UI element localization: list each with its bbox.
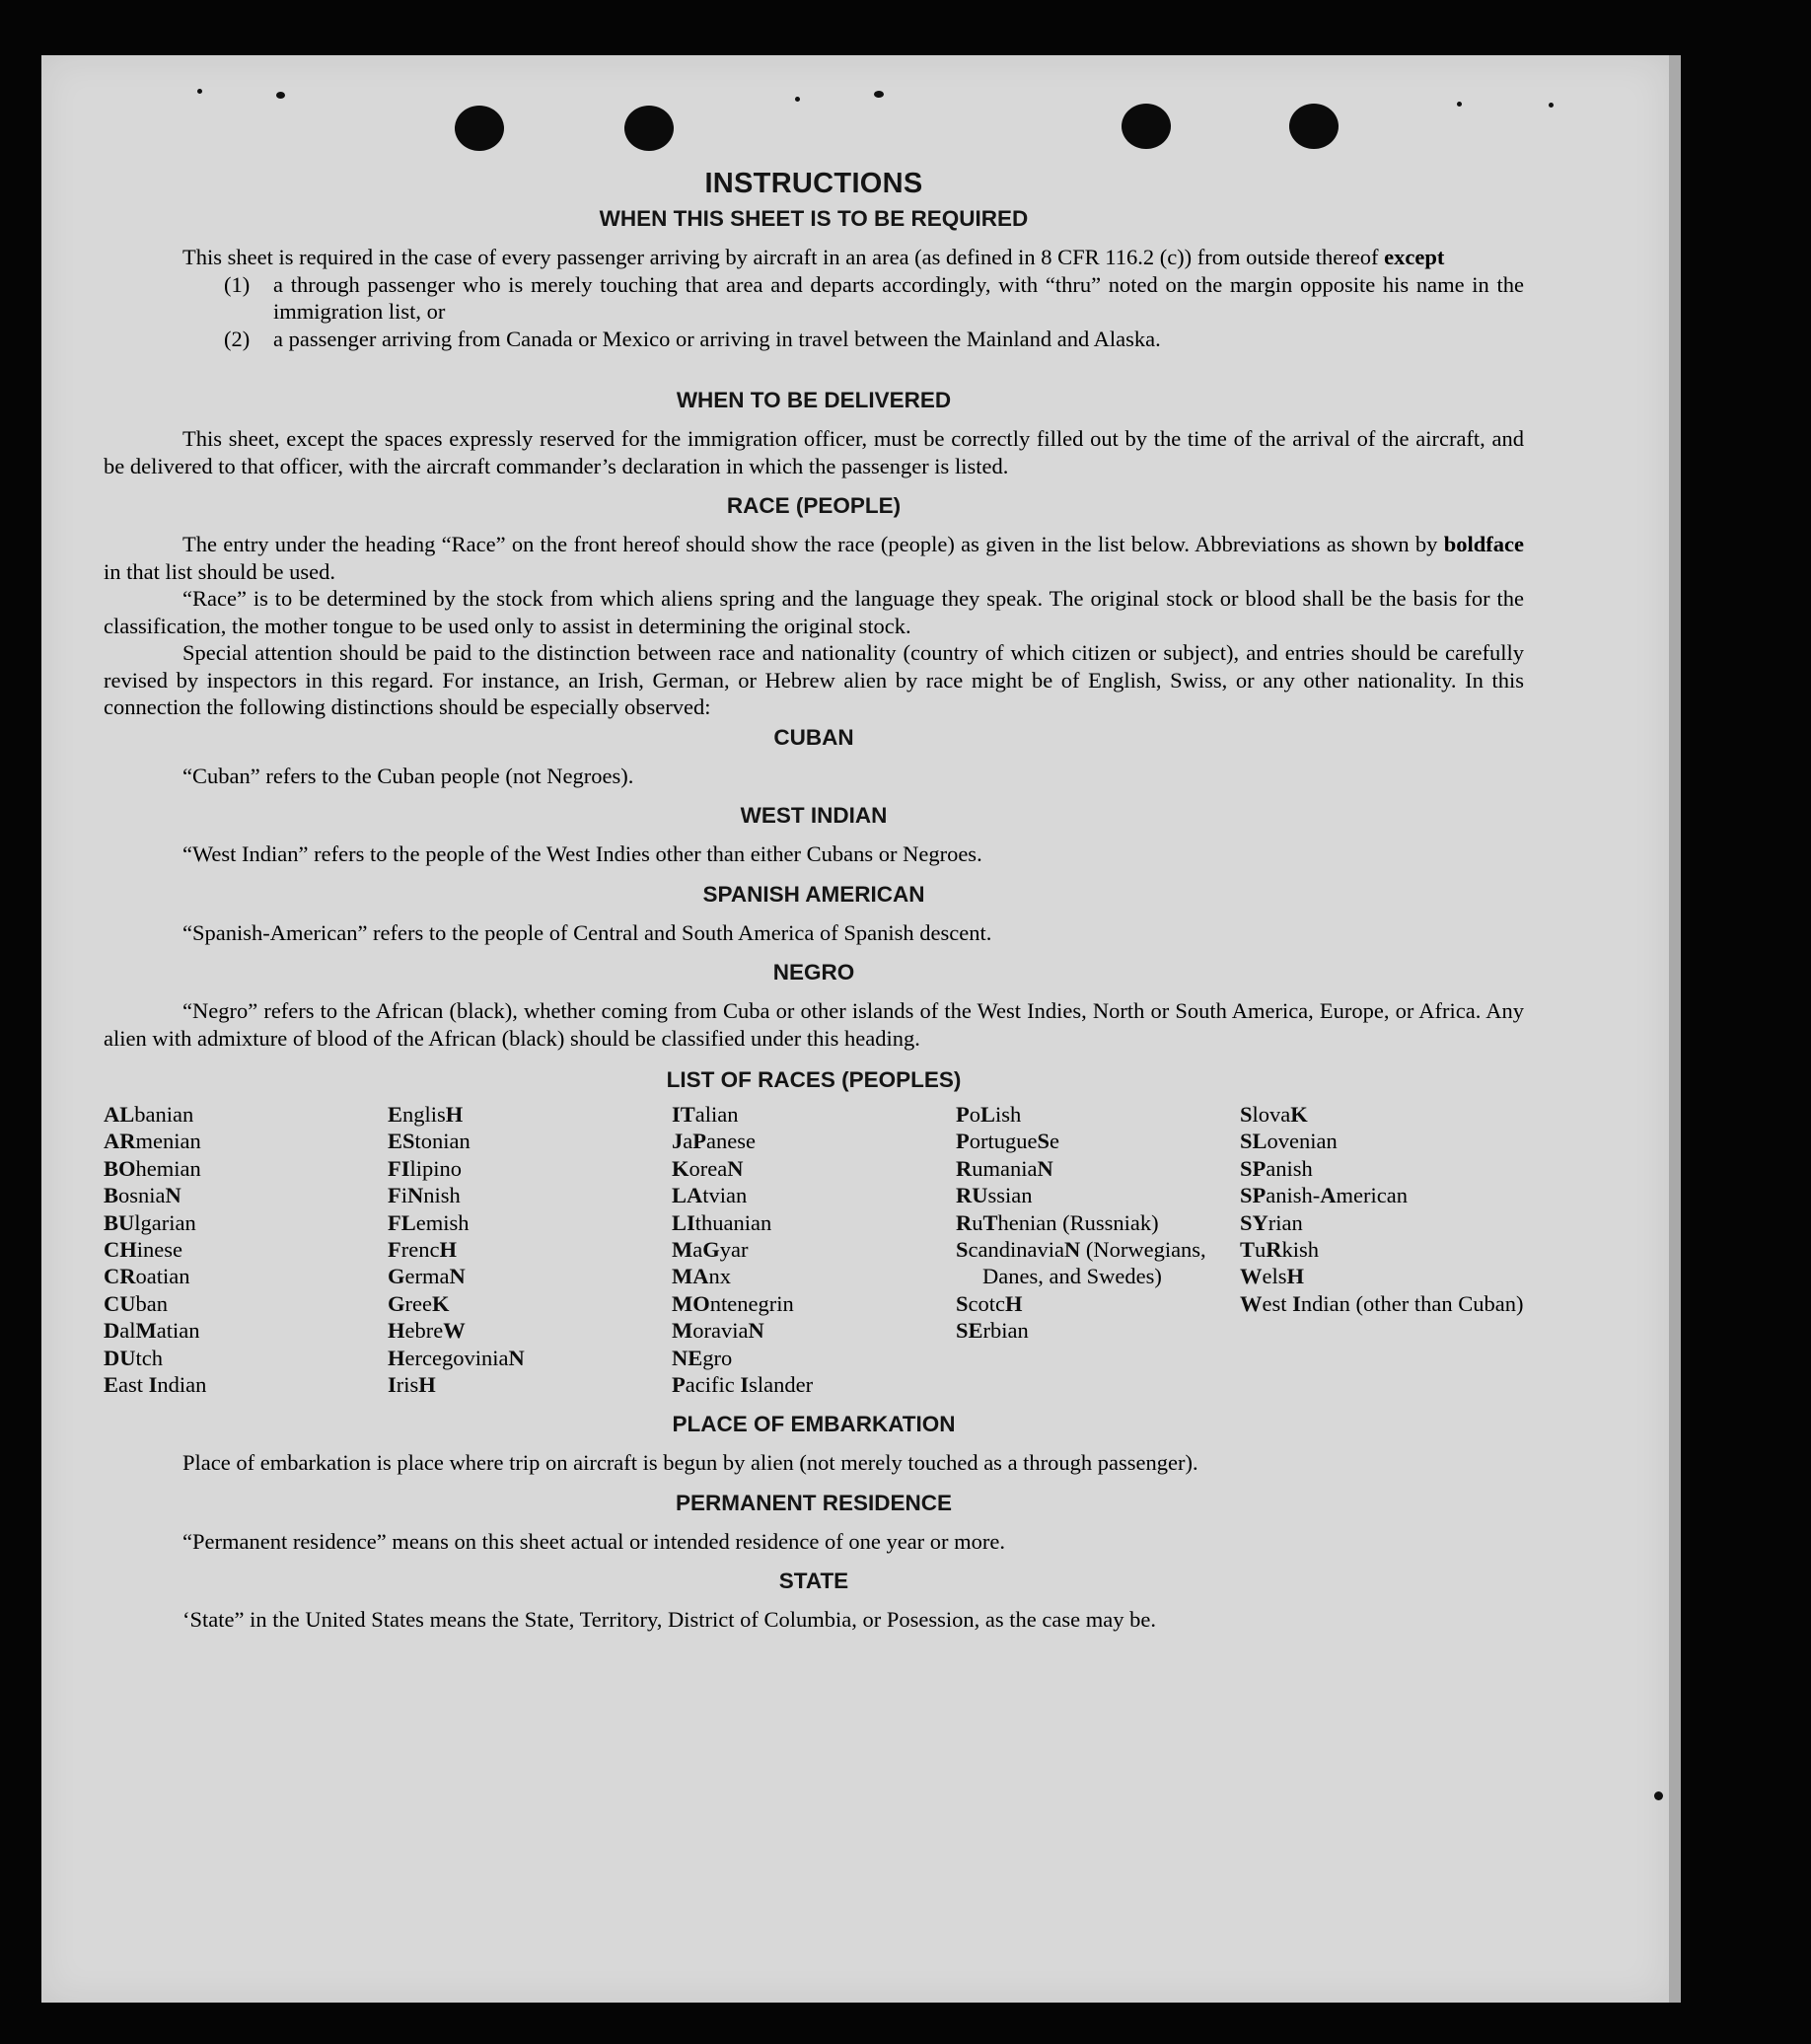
race-entry: BosniaN [104, 1183, 181, 1208]
race-entry: WelsH [1240, 1264, 1305, 1289]
when-delivered-text: This sheet, except the spaces expressly reserved for the immigration officer, must be correctly filled out by the time of the arrival of the aircraft, and be delivered to that officer, with the aircraft commander’s declaration in which the passenger is listed. [104, 426, 1524, 478]
item-text: a passenger arriving from Canada or Mexico or arriving in travel between the Mainland and Alaska. [273, 326, 1161, 351]
race-entry: SPanish [1240, 1155, 1313, 1181]
races-column [1240, 1101, 1524, 1398]
race-entry: West Indian (other than Cuban) [1240, 1290, 1524, 1316]
embarkation-text: Place of embarkation is place where trip on aircraft is begun by alien (not merely touched as a through passenger). [182, 1450, 1198, 1476]
race-entry: PortugueSe [956, 1129, 1059, 1154]
speck [1654, 1791, 1663, 1800]
heading-race: RACE (PEOPLE) [726, 493, 902, 518]
speck [795, 97, 800, 102]
race-entry: GermaN [388, 1264, 466, 1289]
exception-list [224, 271, 1524, 353]
west-indian-text: “West Indian” refers to the people of the West Indies other than either Cubans or Negroes. [182, 841, 982, 866]
race-entry: CHinese [104, 1237, 182, 1263]
race-entry: SPanish-American [1240, 1183, 1408, 1208]
race-entry: EnglisH [388, 1102, 464, 1127]
race-entry: Pacific Islander [672, 1372, 814, 1398]
races-table [104, 1101, 1524, 1398]
races-column [672, 1101, 956, 1398]
race-entry: EStonian [388, 1129, 471, 1154]
race-entry: HebreW [388, 1318, 466, 1344]
race-entry: East Indian [104, 1372, 207, 1398]
heading-cuban: CUBAN [773, 724, 854, 750]
race-entry: GreeK [388, 1290, 450, 1316]
race-entry: RUssian [956, 1183, 1033, 1208]
race-entry: SErbian [956, 1318, 1029, 1344]
race-entry: MAnx [672, 1264, 731, 1289]
race-paragraph-3: Special attention should be paid to the distinction between race and nationality (country of which citizen or subject), and entries should be carefully revised by inspectors in this regard. For instance, an Irish, German, or Hebrew alien by race might be of English, Swiss, or any other nationality. In this connection the following distinctions should be especially observed: [104, 640, 1524, 719]
race-entry: MoraviaN [672, 1318, 764, 1344]
list-item [224, 326, 1524, 353]
race-entry: BUlgarian [104, 1209, 196, 1235]
item-text: a through passenger who is merely touching that area and departs accordingly, with “thru” noted on the margin opposite his name in the immigration list, or [273, 271, 1524, 324]
race-entry: LIthuanian [672, 1209, 772, 1235]
heading-when-delivered: WHEN TO BE DELIVERED [676, 388, 952, 412]
heading-state: STATE [778, 1569, 849, 1594]
race-entry: SlovaK [1240, 1102, 1308, 1127]
spanish-american-text: “Spanish-American” refers to the people of Central and South America of Spanish descent. [182, 919, 992, 945]
sheet-edge [1669, 55, 1681, 2003]
race-paragraph-2: “Race” is to be determined by the stock from which aliens spring and the language they speak. The original stock or blood shall be the basis for the classification, the mother tongue to be used only to assist in determining the original stock. [104, 586, 1524, 638]
race-entry: ALbanian [104, 1102, 194, 1127]
speck [276, 92, 285, 99]
heading-list-of-races: LIST OF RACES (PEOPLES) [666, 1067, 962, 1092]
race-entry: IrisH [388, 1372, 436, 1398]
race-entry: NEgro [672, 1345, 733, 1370]
race-entry: SYrian [1240, 1209, 1303, 1235]
heading-west-indian: WEST INDIAN [740, 803, 888, 828]
race-entry: BOhemian [104, 1155, 201, 1181]
races-column [388, 1101, 672, 1398]
residence-text: “Permanent residence” means on this sheet actual or intended residence of one year or more. [182, 1528, 1006, 1554]
race-entry: ScotcH [956, 1290, 1023, 1316]
state-text: ‘State” in the United States means the State, Territory, District of Columbia, or Posession, as the case may be. [182, 1607, 1156, 1633]
list-item [224, 271, 1524, 326]
race-entry: KoreaN [672, 1155, 744, 1181]
race-entry: TuRkish [1240, 1237, 1320, 1263]
page-title: INSTRUCTIONS [704, 168, 923, 199]
race-entry: SLovenian [1240, 1129, 1338, 1154]
race-entry: PoLish [956, 1102, 1022, 1127]
races-column [104, 1101, 388, 1398]
negro-text: “Negro” refers to the African (black), whether coming from Cuba or other islands of the West Indies, North or South America, Europe, or Africa. Any alien with admixture of blood of the African (black) should be classified under this heading. [104, 998, 1524, 1051]
race-entry: FiNnish [388, 1183, 461, 1208]
when-required-text: This sheet is required in the case of every passenger arriving by aircraft in an area (as defined in 8 CFR 116.2 (c)) from outside thereof except [182, 245, 1445, 269]
heading-when-required: WHEN THIS SHEET IS TO BE REQUIRED [599, 206, 1029, 231]
race-entry: DUtch [104, 1345, 163, 1370]
race-entry: ARmenian [104, 1129, 201, 1154]
race-entry: ScandinaviaN (Norwegians, Danes, and Swedes) [956, 1237, 1206, 1289]
cuban-text: “Cuban” refers to the Cuban people (not Negroes). [182, 763, 634, 788]
speck [874, 91, 884, 98]
document-content [104, 110, 1524, 1634]
heading-permanent-residence: PERMANENT RESIDENCE [675, 1490, 953, 1515]
race-entry: DalMatian [104, 1318, 200, 1344]
race-entry: CRoatian [104, 1264, 190, 1289]
races-column [956, 1101, 1240, 1398]
heading-negro: NEGRO [772, 960, 855, 985]
race-entry: CUban [104, 1290, 168, 1316]
item-number: (2) [224, 326, 251, 351]
race-entry: FIlipino [388, 1155, 463, 1181]
boldface-word: boldface [1443, 532, 1524, 556]
item-number: (1) [224, 271, 251, 297]
race-entry: LAtvian [672, 1183, 748, 1208]
race-entry: MaGyar [672, 1237, 749, 1263]
race-entry: FrencH [388, 1237, 457, 1263]
race-entry: JaPanese [672, 1129, 756, 1154]
heading-embarkation: PLACE OF EMBARKATION [672, 1412, 956, 1437]
speck [1549, 103, 1554, 108]
heading-spanish-american: SPANISH AMERICAN [702, 881, 925, 907]
race-entry: FLemish [388, 1209, 470, 1235]
speck [1457, 102, 1462, 107]
race-entry: HercegoviniaN [388, 1345, 525, 1370]
except-word: except [1384, 245, 1445, 269]
race-entry: RumaniaN [956, 1155, 1053, 1181]
race-entry: ITalian [672, 1102, 739, 1127]
speck [197, 89, 202, 94]
race-paragraph-1: The entry under the heading “Race” on the front hereof should show the race (people) as given in the list below. Abbreviations as shown by boldface in that list should be used. [104, 532, 1524, 584]
race-entry: RuThenian (Russniak) [956, 1209, 1159, 1235]
race-entry: MOntenegrin [672, 1290, 794, 1316]
